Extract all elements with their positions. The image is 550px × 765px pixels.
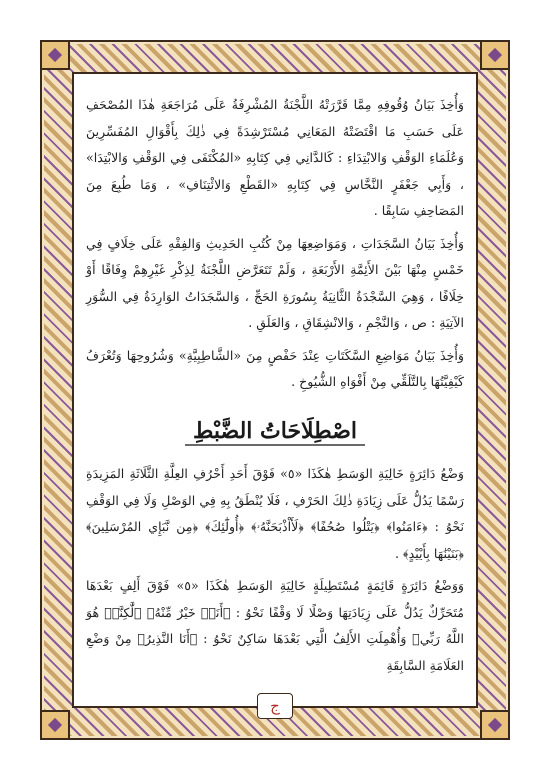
page-text: [86, 92, 464, 673]
section-heading: اصْطِلَاحَاتُ الضَّبْطِ: [185, 418, 365, 447]
paragraph-waqf-sources: وَأُخِذَ بَيَانُ وُقُوفِهِ مِمَّا قَرَّرَتْهُ اللَّجْنَةُ المُشْرِفَةُ عَلَى مُرَاجَعَةِ هٰذَا المُصْحَفِ عَلَى حَسَبِ مَا اقْتَضَتْهُ المَعَانِي مُسْتَرْشِدَةً فِي ذٰلِكَ بِأَقْوَالِ المُفَسِّرِينَ وَعُلَمَاءِ الوَقْفِ وَالابْتِدَاءِ : كَالدَّانِي فِي كِتَابِهِ «المُكْتَفَى فِي الوَقْفِ وَالابْتِدَا» ، وَأَبِي جَعْفَرٍ النَّحَّاسِ فِي كِتَابِهِ «القَطْعِ وَالائْتِنَافِ» ، وَمَا طُبِعَ مِنَ المَصَاحِفِ سَابِقًا .: [86, 97, 464, 218]
paragraph-oval-mark: وَوَضْعُ دَائِرَةٍ قَائِمَةٍ مُسْتَطِيلَةٍ خَالِيَةِ الوَسَطِ هٰكَذَا «٥» فَوْقَ أَلِفٍ بَعْدَهَا مُتَحَرِّكٌ يَدُلُّ عَلَى زِيَادَتِهَا وَصْلًا لَا وَقْفًا نَحْوُ : ﴿أَنَا۠ خَيْرٌ مِّنْهُ﴾ ﴿لَّٰكِنَّا۠ هُوَ اللَّهُ رَبِّي﴾ وَأُهْمِلَتِ الأَلِفُ الَّتِي بَعْدَهَا سَاكِنٌ نَحْوُ : ﴿أَنَا النَّذِيرُ﴾ مِنْ وَضْعِ العَلَامَةِ السَّابِقَةِ: [86, 578, 464, 673]
section-heading-wrap: [86, 418, 464, 448]
paragraph-sajdah-sources: وَأُخِذَ بَيَانُ السَّجَدَاتِ ، وَمَوَاضِعِهَا مِنْ كُتُبِ الحَدِيثِ وَالفِقْهِ عَلَى خِلَافٍ فِي خَمْسٍ مِنْهَا بَيْنَ الأَئِمَّةِ الأَرْبَعَةِ ، وَلَمْ تَتَعَرَّضِ اللَّجْنَةُ لِذِكْرِ غَيْرِهِمْ وِفَاقًا أَوْ خِلَافًا ، وَهِيَ السَّجْدَةُ الثَّانِيَةُ بِسُورَةِ الحَجِّ ، وَالسَّجَدَاتُ الوَارِدَةُ فِي السُّوَرِ الآتِيَةِ : ص ، وَالنَّجْمِ ، وَالانْشِقَاقِ ، وَالعَلَقِ .: [86, 235, 464, 330]
paragraph-saktat-sources: وَأُخِذَ بَيَانُ مَوَاضِعِ السَّكَتَاتِ عِنْدَ حَفْصٍ مِنَ «الشَّاطِبِيَّةِ» وَشُرُوحِهَا وَتُعْرَفُ كَيْفِيَّتُهَا بِالتَّلَقِّي مِنْ أَفْوَاهِ الشُّيُوخِ .: [86, 347, 464, 389]
paragraph-circle-mark: وَضْعُ دَائِرَةٍ خَالِيَةِ الوَسَطِ هٰكَذَا «٥» فَوْقَ أَحَدِ أَحْرُفِ العِلَّةِ الثَّلَاثَةِ المَزِيدَةِ رَسْمًا يَدُلُّ عَلَى زِيَادَةِ ذٰلِكَ الحَرْفِ ، فَلَا يُنْطَقُ بِهِ فِي الوَصْلِ وَلَا فِي الوَقْفِ نَحْوُ : ﴿ءَامَنُوا﴾ ﴿يَتْلُوا صُحُفًا﴾ ﴿لَأَاْذْبَحَنَّهُۥ﴾ ﴿أُولَٰٓئِكَ﴾ ﴿مِن نَّبَإِي المُرْسَلِينَ﴾ ﴿بَنَيْنَٰهَا بِأَيْيْدٍ﴾ .: [86, 466, 464, 561]
corner-ornament-bottom-left: [40, 710, 70, 740]
page-number: ج: [257, 693, 293, 719]
corner-ornament-top-left: [40, 40, 70, 70]
corner-ornament-bottom-right: [480, 710, 510, 740]
corner-ornament-top-right: [480, 40, 510, 70]
